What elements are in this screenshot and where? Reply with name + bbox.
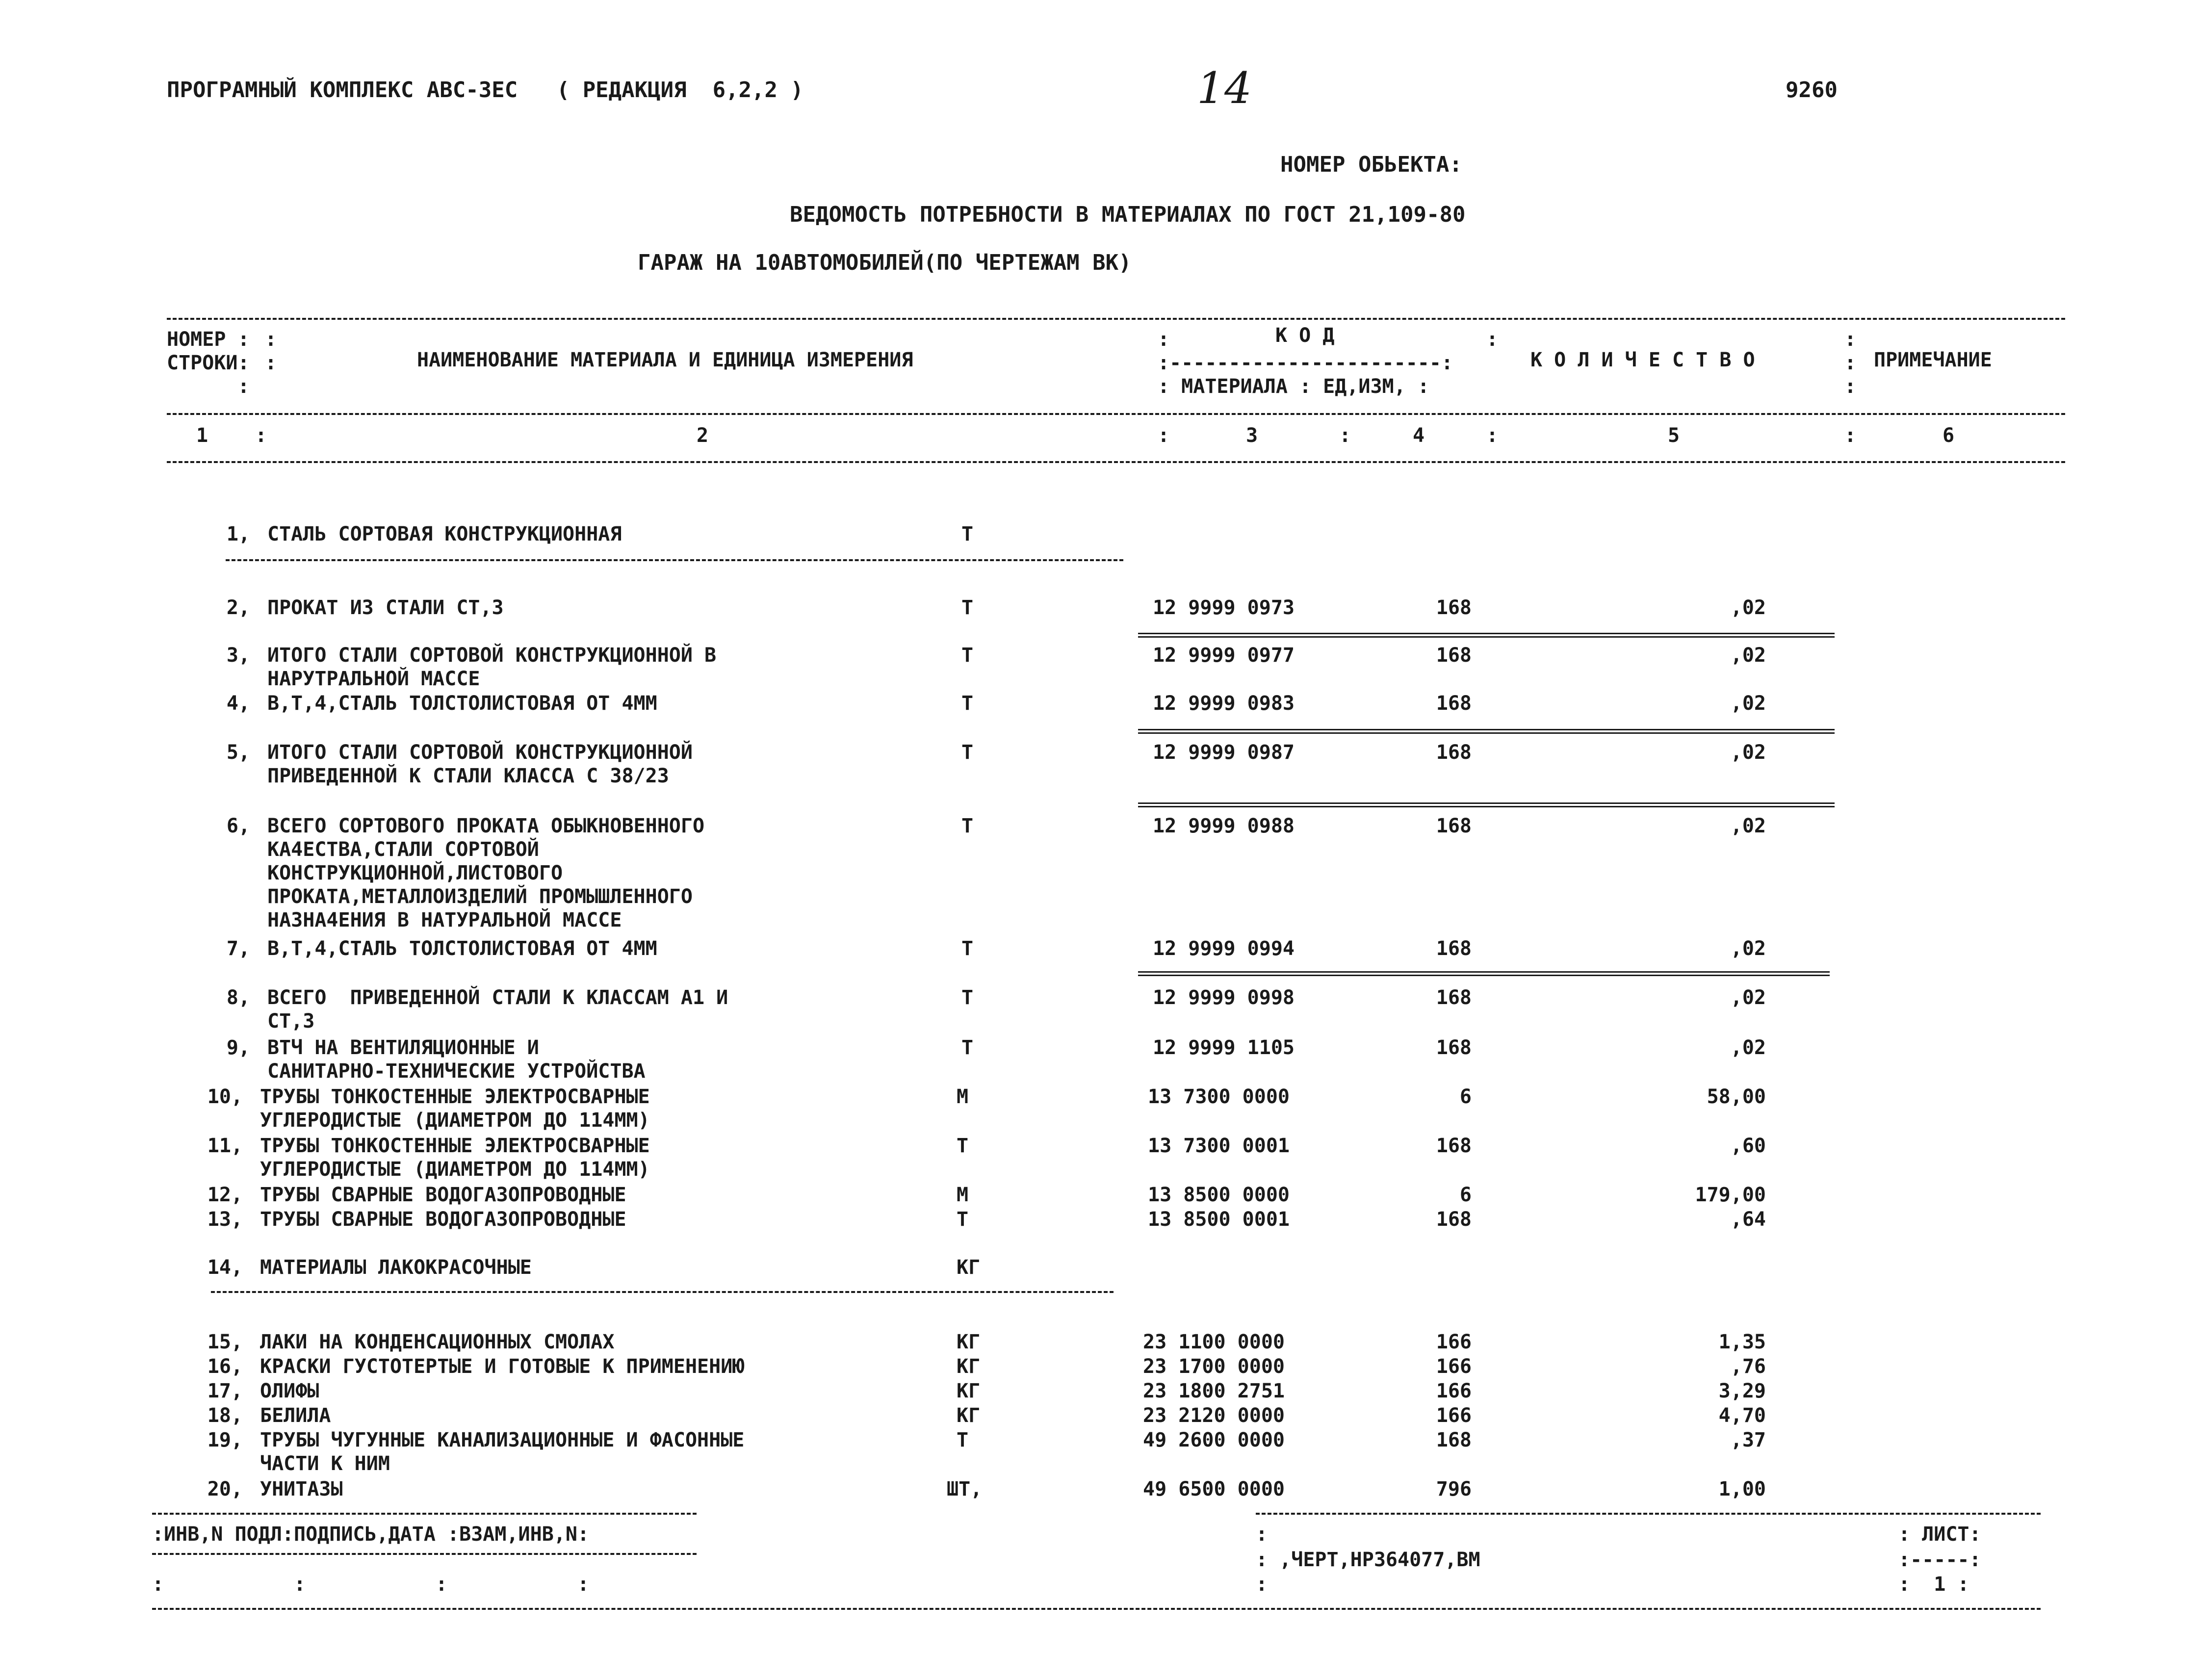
- material-name: БЕЛИЛА: [260, 1404, 331, 1427]
- material-code: 12 9999 0994: [1153, 937, 1295, 960]
- material-name: УГЛЕРОДИСТЫЕ (ДИАМЕТРОМ ДО 114ММ): [260, 1109, 650, 1132]
- object-number-label: НОМЕР ОБЬЕКТА:: [1280, 152, 1462, 177]
- material-code: 13 7300 0001: [1148, 1135, 1290, 1157]
- unit: Т: [961, 596, 974, 619]
- uom-code: 168: [1436, 1135, 1472, 1157]
- subtotal-rule: [1138, 802, 1835, 807]
- material-code: 13 8500 0001: [1148, 1208, 1290, 1231]
- material-name: ТРУБЫ СВАРНЫЕ ВОДОГАЗОПРОВОДНЫЕ: [260, 1184, 626, 1206]
- unit: КГ: [957, 1380, 981, 1402]
- row-number: 16,: [207, 1355, 243, 1378]
- unit: Т: [961, 937, 974, 960]
- material-name: УНИТАЗЫ: [260, 1478, 343, 1500]
- row-number: 12,: [207, 1184, 243, 1206]
- quantity: ,02: [1730, 815, 1766, 837]
- material-name: ИТОГО СТАЛИ СОРТОВОЙ КОНСТРУКЦИОННОЙ В: [267, 644, 717, 667]
- unit: М: [957, 1086, 969, 1108]
- material-code: 49 6500 0000: [1143, 1478, 1285, 1500]
- quantity: ,64: [1730, 1208, 1766, 1231]
- uom-code: 166: [1436, 1355, 1472, 1378]
- quantity: 1,35: [1718, 1331, 1766, 1353]
- drawing-reference: : ,ЧЕРТ,НР364077,ВМ: [1256, 1549, 1480, 1571]
- row-number: 13,: [207, 1208, 243, 1231]
- material-name: СТ,3: [267, 1010, 315, 1033]
- material-code: 12 9999 0973: [1153, 596, 1295, 619]
- uom-code: 168: [1436, 986, 1472, 1009]
- unit: ШТ,: [947, 1478, 983, 1500]
- sheet-number: : 1 :: [1898, 1573, 1969, 1596]
- material-code: 12 9999 0977: [1153, 644, 1295, 667]
- row-number: 14,: [207, 1256, 243, 1279]
- material-name: КА4ЕСТВА,СТАЛИ СОРТОВОЙ: [267, 838, 539, 861]
- header-mid-rule: [167, 413, 2065, 415]
- document-title: ВЕДОМОСТЬ ПОТРЕБНОСТИ В МАТЕРИАЛАХ ПО ГОСТ 21,109-80: [790, 202, 1466, 227]
- material-name: ПРОКАТА,МЕТАЛЛОИЗДЕЛИЙ ПРОМЫШЛЕННОГО: [267, 885, 693, 908]
- footer-signature-cells: : : : :: [152, 1573, 590, 1596]
- unit: Т: [957, 1429, 969, 1451]
- material-name: ОЛИФЫ: [260, 1380, 319, 1402]
- material-name: ЧАСТИ К НИМ: [260, 1452, 390, 1475]
- material-name: ТРУБЫ ТОНКОСТЕННЫЕ ЭЛЕКТРОСВАРНЫЕ: [260, 1135, 650, 1157]
- material-name: ПРОКАТ ИЗ СТАЛИ СТ,3: [267, 596, 504, 619]
- row-number: 6,: [226, 815, 250, 837]
- uom-code: 796: [1436, 1478, 1472, 1500]
- quantity: ,02: [1730, 741, 1766, 764]
- unit: Т: [961, 815, 974, 837]
- row-number: 2,: [226, 596, 250, 619]
- col-header-code-sub: : МАТЕРИАЛА : ЕД,ИЗМ, :: [1158, 375, 1429, 398]
- material-name: УГЛЕРОДИСТЫЕ (ДИАМЕТРОМ ДО 114ММ): [260, 1158, 650, 1181]
- unit: Т: [961, 692, 974, 715]
- col-number-3: 3: [1246, 424, 1258, 447]
- material-name: ТРУБЫ ТОНКОСТЕННЫЕ ЭЛЕКТРОСВАРНЫЕ: [260, 1086, 650, 1108]
- row-number: 9,: [226, 1036, 250, 1059]
- uom-code: 168: [1436, 937, 1472, 960]
- material-name: ТРУБЫ СВАРНЫЕ ВОДОГАЗОПРОВОДНЫЕ: [260, 1208, 626, 1231]
- uom-code: 6: [1459, 1086, 1472, 1108]
- row-number: 17,: [207, 1380, 243, 1402]
- col-header-row-num-2: СТРОКИ:: [167, 352, 250, 374]
- col-number-2: 2: [697, 424, 709, 447]
- col-header-name: НАИМЕНОВАНИЕ МАТЕРИАЛА И ЕДИНИЦА ИЗМЕРЕНИЯ: [417, 349, 913, 371]
- material-name: КРАСКИ ГУСТОТЕРТЫЕ И ГОТОВЫЕ К ПРИМЕНЕНИЮ: [260, 1355, 745, 1378]
- quantity: ,37: [1730, 1429, 1766, 1451]
- material-name: ВСЕГО ПРИВЕДЕННОЙ СТАЛИ К КЛАССАМ А1 И: [267, 986, 728, 1009]
- material-name: ВСЕГО СОРТОВОГО ПРОКАТА ОБЫКНОВЕННОГО: [267, 815, 705, 837]
- quantity: 179,00: [1695, 1184, 1766, 1206]
- material-name: ЛАКИ НА КОНДЕНСАЦИОННЫХ СМОЛАХ: [260, 1331, 615, 1353]
- row-number: 18,: [207, 1404, 243, 1427]
- footer-bottom-rule: [152, 1608, 2041, 1610]
- subtotal-rule: [1138, 633, 1835, 638]
- footer-signatures: :ИНВ,N ПОДЛ:ПОДПИСЬ,ДАТА :ВЗАМ,ИНВ,N:: [152, 1523, 590, 1546]
- unit: КГ: [957, 1256, 981, 1279]
- document-subtitle: ГАРАЖ НА 10АВТОМОБИЛЕЙ(ПО ЧЕРТЕЖАМ ВК): [638, 250, 1132, 275]
- material-name: СТАЛЬ СОРТОВАЯ КОНСТРУКЦИОННАЯ: [267, 523, 622, 545]
- uom-code: 168: [1436, 1036, 1472, 1059]
- quantity: ,76: [1730, 1355, 1766, 1378]
- unit: Т: [961, 741, 974, 764]
- unit: Т: [961, 644, 974, 667]
- uom-code: 168: [1436, 815, 1472, 837]
- unit: КГ: [957, 1404, 981, 1427]
- quantity: 58,00: [1707, 1086, 1766, 1108]
- material-name: ТРУБЫ ЧУГУННЫЕ КАНАЛИЗАЦИОННЫЕ И ФАСОННЫЕ: [260, 1429, 745, 1451]
- handwritten-page-number: 14: [1197, 63, 1252, 113]
- subtotal-rule: [1138, 971, 1830, 976]
- material-code: 12 9999 0987: [1153, 741, 1295, 764]
- footer-right-top-rule: [1256, 1513, 2041, 1515]
- quantity: ,02: [1730, 1036, 1766, 1059]
- header-bottom-rule: [167, 461, 2065, 463]
- material-code: 12 9999 0998: [1153, 986, 1295, 1009]
- unit: Т: [961, 986, 974, 1009]
- subtotal-rule: [1138, 729, 1835, 734]
- material-name: САНИТАРНО-ТЕХНИЧЕСКИЕ УСТРОЙСТВА: [267, 1060, 646, 1083]
- unit: М: [957, 1184, 969, 1206]
- quantity: 4,70: [1718, 1404, 1766, 1427]
- unit: Т: [957, 1135, 969, 1157]
- unit: Т: [957, 1208, 969, 1231]
- material-name: НАРУТРАЛЬНОЙ МАССЕ: [267, 668, 480, 690]
- uom-code: 166: [1436, 1380, 1472, 1402]
- row-number: 5,: [226, 741, 250, 764]
- col-header-code: К О Д: [1275, 324, 1335, 347]
- section-14-underline: [211, 1291, 1114, 1293]
- material-code: 12 9999 1105: [1153, 1036, 1295, 1059]
- material-name: ИТОГО СТАЛИ СОРТОВОЙ КОНСТРУКЦИОННОЙ: [267, 741, 693, 764]
- material-name: КОНСТРУКЦИОННОЙ,ЛИСТОВОГО: [267, 862, 563, 884]
- row-number: 19,: [207, 1429, 243, 1451]
- uom-code: 168: [1436, 596, 1472, 619]
- row-number: 4,: [226, 692, 250, 715]
- uom-code: 168: [1436, 1429, 1472, 1451]
- material-code: 23 1800 2751: [1143, 1380, 1285, 1402]
- uom-code: 168: [1436, 644, 1472, 667]
- quantity: ,02: [1730, 596, 1766, 619]
- unit: Т: [961, 523, 974, 545]
- material-code: 13 8500 0000: [1148, 1184, 1290, 1206]
- quantity: ,02: [1730, 937, 1766, 960]
- row-number: 8,: [226, 986, 250, 1009]
- material-code: 12 9999 0988: [1153, 815, 1295, 837]
- quantity: 1,00: [1718, 1478, 1766, 1500]
- quantity: ,60: [1730, 1135, 1766, 1157]
- material-name: МАТЕРИАЛЫ ЛАКОКРАСОЧНЫЕ: [260, 1256, 532, 1279]
- row-number: 20,: [207, 1478, 243, 1500]
- material-code: 12 9999 0983: [1153, 692, 1295, 715]
- quantity: 3,29: [1718, 1380, 1766, 1402]
- material-name: НАЗНА4ЕНИЯ В НАТУРАЛЬНОЙ МАССЕ: [267, 909, 622, 931]
- uom-code: 166: [1436, 1404, 1472, 1427]
- section-1-underline: [226, 559, 1123, 561]
- col-number-6: 6: [1943, 424, 1955, 447]
- row-number: 1,: [226, 523, 250, 545]
- footer-left-mid-rule: [152, 1553, 697, 1555]
- uom-code: 166: [1436, 1331, 1472, 1353]
- row-number: 10,: [207, 1086, 243, 1108]
- material-code: 23 2120 0000: [1143, 1404, 1285, 1427]
- col-header-quantity: К О Л И Ч Е С Т В О: [1530, 349, 1755, 371]
- material-code: 23 1700 0000: [1143, 1355, 1285, 1378]
- col-number-5: 5: [1668, 424, 1680, 447]
- material-name: ПРИВЕДЕННОЙ К СТАЛИ КЛАССА С 38/23: [267, 765, 669, 787]
- col-number-1: 1: [196, 424, 208, 447]
- uom-code: 168: [1436, 741, 1472, 764]
- col-number-4: 4: [1413, 424, 1425, 447]
- material-code: 23 1100 0000: [1143, 1331, 1285, 1353]
- quantity: ,02: [1730, 986, 1766, 1009]
- doc-number: 9260: [1786, 78, 1838, 103]
- col-header-note: ПРИМЕЧАНИЕ: [1874, 349, 1992, 371]
- material-name: В,Т,4,СТАЛЬ ТОЛСТОЛИСТОВАЯ ОТ 4ММ: [267, 937, 657, 960]
- header-top-rule: [167, 318, 2065, 320]
- unit: Т: [961, 1036, 974, 1059]
- quantity: ,02: [1730, 644, 1766, 667]
- material-name: В,Т,4,СТАЛЬ ТОЛСТОЛИСТОВАЯ ОТ 4ММ: [267, 692, 657, 715]
- row-number: 15,: [207, 1331, 243, 1353]
- material-name: ВТЧ НА ВЕНТИЛЯЦИОННЫЕ И: [267, 1036, 539, 1059]
- row-number: 11,: [207, 1135, 243, 1157]
- uom-code: 6: [1459, 1184, 1472, 1206]
- col-header-row-num-1: НОМЕР :: [167, 328, 250, 351]
- row-number: 3,: [226, 644, 250, 667]
- sheet-label: : ЛИСТ:: [1898, 1523, 1981, 1546]
- material-code: 49 2600 0000: [1143, 1429, 1285, 1451]
- unit: КГ: [957, 1331, 981, 1353]
- uom-code: 168: [1436, 692, 1472, 715]
- uom-code: 168: [1436, 1208, 1472, 1231]
- material-code: 13 7300 0000: [1148, 1086, 1290, 1108]
- quantity: ,02: [1730, 692, 1766, 715]
- footer-left-top-rule: [152, 1513, 697, 1515]
- unit: КГ: [957, 1355, 981, 1378]
- row-number: 7,: [226, 937, 250, 960]
- program-title: ПРОГРАМНЫЙ КОМПЛЕКС АВС-ЗЕС ( РЕДАКЦИЯ 6,2,2 ): [167, 78, 804, 103]
